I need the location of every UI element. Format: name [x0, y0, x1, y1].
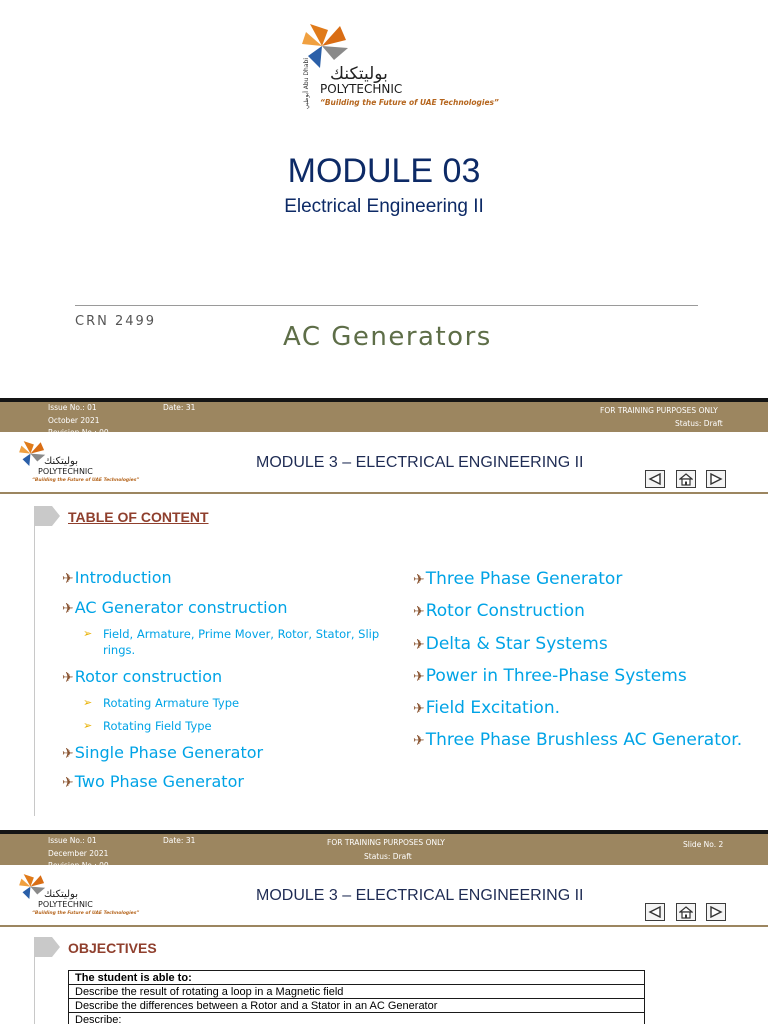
objectives-table [68, 970, 645, 1024]
triangle-left-icon [648, 473, 662, 485]
triangle-left-icon [648, 906, 662, 918]
airplane-bullet-icon: ✈ [413, 669, 425, 685]
table-cell: Describe: [69, 1013, 645, 1024]
table-cell: The student is able to: [69, 971, 645, 985]
airplane-bullet-icon: ✈ [62, 775, 74, 791]
toc-title: TABLE OF CONTENT [68, 509, 209, 525]
module-subtitle: Electrical Engineering II [284, 196, 484, 217]
footer-slide-number: Slide No. 2 [683, 840, 724, 849]
footer-issue: Issue No.: 01 [48, 403, 97, 412]
toc-item-single-phase[interactable]: ✈Single Phase Generator [62, 743, 264, 762]
slide-header-title: MODULE 3 – ELECTRICAL ENGINEERING II [256, 887, 584, 904]
triangle-right-icon [709, 473, 723, 485]
footer-month: December 2021 [48, 849, 109, 858]
toc-subitem-rotating-armature[interactable]: ➢ Rotating Armature Type [83, 696, 240, 710]
home-button[interactable] [676, 903, 696, 921]
footer-date: Date: 31 [163, 403, 196, 412]
logo-name: POLYTECHNIC [38, 900, 93, 909]
cover-topic: AC Generators [283, 322, 492, 352]
table-row [69, 999, 645, 1013]
toc-item-brushless[interactable]: ✈Three Phase Brushless AC Generator. [413, 730, 743, 750]
logo-arabic-name: بوليتكنك [44, 456, 78, 467]
logo-tagline: “Building the Future of UAE Technologies” [32, 478, 140, 483]
logo-name: POLYTECHNIC [38, 467, 93, 476]
slide-2-left-rule [34, 506, 35, 816]
toc-subitem-construction-parts[interactable]: ➢ Field, Armature, Prime Mover, Rotor, Stator, Slip rings. [83, 627, 380, 657]
airplane-bullet-icon: ✈ [62, 670, 74, 686]
next-slide-button[interactable] [706, 470, 726, 488]
toc-item-delta-star[interactable]: ✈Delta & Star Systems [413, 634, 608, 654]
home-button[interactable] [676, 470, 696, 488]
home-icon [679, 473, 693, 486]
toc-item-rotor-construction-2[interactable]: ✈Rotor Construction [413, 601, 585, 621]
polytechnic-logo-small [18, 438, 140, 486]
airplane-bullet-icon: ✈ [413, 572, 425, 588]
arrow-bullet-icon: ➢ [83, 627, 93, 640]
toc-subitem-rotating-field[interactable]: ➢ Rotating Field Type [83, 719, 212, 733]
footer-date: Date: 31 [163, 836, 196, 845]
toc-item-two-phase[interactable]: ✈Two Phase Generator [62, 772, 244, 791]
table-row [69, 971, 645, 985]
footer-training-note: FOR TRAINING PURPOSES ONLY [600, 406, 718, 415]
footer-band-1 [0, 398, 768, 432]
slide-header-title: MODULE 3 – ELECTRICAL ENGINEERING II [256, 454, 584, 471]
airplane-bullet-icon: ✈ [62, 746, 74, 762]
table-cell: Describe the result of rotating a loop in a Magnetic field [69, 985, 645, 999]
toc-item-introduction[interactable]: ✈Introduction [62, 568, 172, 587]
airplane-bullet-icon: ✈ [413, 733, 425, 749]
table-cell: Describe the differences between a Rotor and a Stator in an AC Generator [69, 999, 645, 1013]
section-tab-icon [34, 937, 60, 957]
prev-slide-button[interactable] [645, 470, 665, 488]
section-tab-icon [34, 506, 60, 526]
toc-item-ac-generator-construction[interactable]: ✈AC Generator construction [62, 598, 288, 617]
logo-arabic-name: بوليتكنك [44, 889, 78, 900]
slide-2-header [0, 432, 768, 494]
airplane-bullet-icon: ✈ [62, 571, 74, 587]
airplane-bullet-icon: ✈ [413, 637, 425, 653]
footer-status: Status: Draft [364, 852, 412, 861]
airplane-bullet-icon: ✈ [413, 604, 425, 620]
table-row [69, 1013, 645, 1024]
objectives-title: OBJECTIVES [68, 940, 157, 956]
footer-band-2 [0, 830, 768, 865]
slide-3-header [0, 865, 768, 927]
footer-status: Status: Draft [675, 419, 723, 428]
cover-divider [75, 305, 698, 306]
crn-label: CRN 2499 [75, 314, 157, 329]
logo-name: POLYTECHNIC [320, 82, 403, 96]
table-row [69, 985, 645, 999]
airplane-bullet-icon: ✈ [413, 701, 425, 717]
footer-training-note: FOR TRAINING PURPOSES ONLY [327, 838, 445, 847]
logo-tagline: “Building the Future of UAE Technologies” [320, 98, 499, 107]
airplane-bullet-icon: ✈ [62, 601, 74, 617]
logo-arabic-name: بوليتكنك [330, 64, 388, 84]
polytechnic-logo-small [18, 871, 140, 919]
logo-tagline: “Building the Future of UAE Technologies” [32, 911, 140, 916]
footer-issue: Issue No.: 01 [48, 836, 97, 845]
home-icon [679, 906, 693, 919]
arrow-bullet-icon: ➢ [83, 696, 93, 709]
toc-item-field-excitation[interactable]: ✈Field Excitation. [413, 698, 560, 718]
arrow-bullet-icon: ➢ [83, 719, 93, 732]
module-title: MODULE 03 [287, 152, 481, 190]
prev-slide-button[interactable] [645, 903, 665, 921]
cover-slide [0, 0, 768, 398]
polytechnic-logo [300, 20, 499, 110]
footer-month: October 2021 [48, 416, 100, 425]
triangle-right-icon [709, 906, 723, 918]
toc-item-rotor-construction[interactable]: ✈Rotor construction [62, 667, 223, 686]
logo-side-text: أبوظبي Abu Dhabi [303, 58, 310, 110]
toc-item-power-three-phase[interactable]: ✈Power in Three-Phase Systems [413, 666, 687, 686]
next-slide-button[interactable] [706, 903, 726, 921]
toc-item-three-phase[interactable]: ✈Three Phase Generator [413, 569, 623, 589]
